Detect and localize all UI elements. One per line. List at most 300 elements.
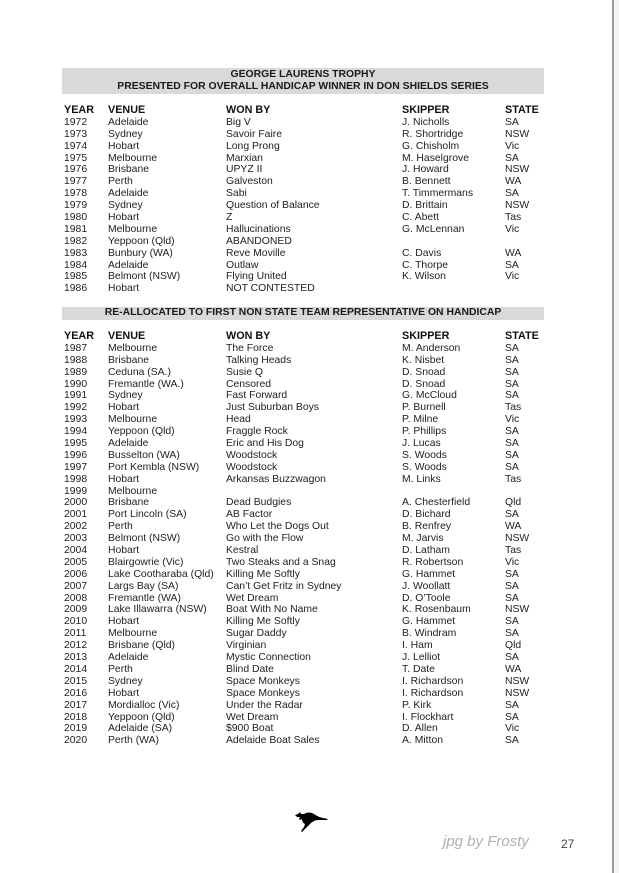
header-state: STATE xyxy=(505,330,539,342)
table-row xyxy=(0,212,619,224)
cell-year: 1995 xyxy=(64,438,88,450)
cell-skipper: J. Nicholls xyxy=(402,116,450,128)
cell-state: NSW xyxy=(505,675,530,687)
cell-state: Vic xyxy=(505,271,520,283)
cell-year: 1994 xyxy=(64,426,88,438)
table-row xyxy=(0,509,619,521)
cell-won-by: Woodstock xyxy=(226,449,278,461)
table-row xyxy=(0,200,619,212)
cell-year: 1976 xyxy=(64,164,88,176)
cell-state: SA xyxy=(505,378,519,390)
cell-venue: Perth (WA) xyxy=(108,735,159,747)
table-row xyxy=(0,141,619,153)
cell-venue: Hobart xyxy=(108,687,140,699)
cell-state: NSW xyxy=(505,604,530,616)
cell-skipper: G. Hammet xyxy=(402,616,456,628)
table-row xyxy=(0,236,619,248)
header-venue: VENUE xyxy=(108,330,146,342)
cell-skipper: K. Wilson xyxy=(402,271,446,283)
cell-state: SA xyxy=(505,438,519,450)
cell-skipper: D. Latham xyxy=(402,545,450,557)
cell-year: 2014 xyxy=(64,663,88,675)
cell-won-by: Two Steaks and a Snag xyxy=(226,556,336,568)
cell-skipper: S. Woods xyxy=(402,461,447,473)
cell-state: Qld xyxy=(505,640,522,652)
cell-venue: Largs Bay (SA) xyxy=(108,580,179,592)
table-row xyxy=(0,224,619,236)
cell-state: SA xyxy=(505,735,519,747)
table-row xyxy=(0,390,619,402)
cell-skipper: G. McLennan xyxy=(402,223,465,235)
cell-state: SA xyxy=(505,699,519,711)
cell-won-by: Virginian xyxy=(226,640,267,652)
cell-state: SA xyxy=(505,616,519,628)
cell-venue: Hobart xyxy=(108,212,140,224)
cell-skipper: M. Anderson xyxy=(402,342,461,354)
cell-skipper: I. Richardson xyxy=(402,675,464,687)
cell-skipper: K. Nisbet xyxy=(402,354,445,366)
table-row xyxy=(0,545,619,557)
cell-skipper: A. Mitton xyxy=(402,735,443,747)
cell-won-by: $900 Boat xyxy=(226,723,274,735)
table-row xyxy=(0,283,619,295)
cell-venue: Yeppoon (Qld) xyxy=(108,426,175,438)
table-row xyxy=(0,569,619,581)
table-row xyxy=(0,176,619,188)
cell-won-by: ABANDONED xyxy=(226,235,292,247)
cell-year: 2012 xyxy=(64,640,88,652)
table-row xyxy=(0,486,619,498)
cell-skipper: S. Woods xyxy=(402,449,447,461)
cell-state: Vic xyxy=(505,414,520,426)
cell-won-by: Long Prong xyxy=(226,140,280,152)
cell-year: 2005 xyxy=(64,556,88,568)
cell-won-by: Susie Q xyxy=(226,366,263,378)
cell-venue: Hobart xyxy=(108,402,140,414)
cell-venue: Sydney xyxy=(108,390,143,402)
cell-won-by: Flying United xyxy=(226,271,287,283)
table-row xyxy=(0,676,619,688)
cell-won-by: Just Suburban Boys xyxy=(226,402,319,414)
table-row xyxy=(0,735,619,747)
cell-year: 2016 xyxy=(64,687,88,699)
table-row xyxy=(0,723,619,735)
cell-venue: Hobart xyxy=(108,140,140,152)
header-won-by: WON BY xyxy=(226,104,271,116)
cell-skipper: T. Date xyxy=(402,663,435,675)
cell-year: 2000 xyxy=(64,497,88,509)
table-row xyxy=(0,164,619,176)
cell-won-by: Fraggle Rock xyxy=(226,426,288,438)
cell-state: SA xyxy=(505,580,519,592)
cell-venue: Hobart xyxy=(108,283,140,295)
cell-won-by: Mystic Connection xyxy=(226,652,311,664)
cell-venue: Hobart xyxy=(108,473,140,485)
cell-venue: Port Lincoln (SA) xyxy=(108,509,187,521)
cell-year: 2015 xyxy=(64,675,88,687)
cell-skipper: I. Richardson xyxy=(402,687,464,699)
cell-skipper: P. Burnell xyxy=(402,402,446,414)
cell-venue: Sydney xyxy=(108,675,143,687)
table-row xyxy=(0,640,619,652)
cell-skipper: P. Phillips xyxy=(402,426,447,438)
cell-won-by: Under the Radar xyxy=(226,699,303,711)
header-skipper: SKIPPER xyxy=(402,330,450,342)
table-row xyxy=(0,414,619,426)
cell-won-by: Big V xyxy=(226,116,251,128)
header-year: YEAR xyxy=(64,330,94,342)
cell-state: Vic xyxy=(505,723,520,735)
cell-won-by: Go with the Flow xyxy=(226,533,304,545)
cell-won-by: Reve Moville xyxy=(226,247,286,259)
cell-venue: Hobart xyxy=(108,616,140,628)
cell-won-by: Wet Dream xyxy=(226,711,279,723)
cell-venue: Adelaide xyxy=(108,438,149,450)
cell-venue: Sydney xyxy=(108,200,143,212)
cell-state: NSW xyxy=(505,533,530,545)
cell-state: SA xyxy=(505,366,519,378)
cell-won-by: Blind Date xyxy=(226,663,274,675)
cell-venue: Melbourne xyxy=(108,152,158,164)
cell-year: 2017 xyxy=(64,699,88,711)
cell-won-by: Dead Budgies xyxy=(226,497,292,509)
section1-title-band xyxy=(62,68,544,94)
table-row xyxy=(0,355,619,367)
cell-state: WA xyxy=(505,247,522,259)
cell-venue: Brisbane xyxy=(108,164,150,176)
cell-skipper: J. Woollatt xyxy=(402,580,451,592)
page-number: 27 xyxy=(561,837,575,851)
table-row xyxy=(0,604,619,616)
credit-text: jpg by Frosty xyxy=(443,833,529,850)
cell-skipper: C. Abett xyxy=(402,212,439,224)
table-row xyxy=(0,248,619,260)
cell-venue: Mordialloc (Vic) xyxy=(108,699,180,711)
cell-year: 1975 xyxy=(64,152,88,164)
table-row xyxy=(0,712,619,724)
cell-venue: Brisbane xyxy=(108,354,150,366)
cell-venue: Adelaide xyxy=(108,259,149,271)
cell-won-by: Space Monkeys xyxy=(226,687,300,699)
cell-venue: Sydney xyxy=(108,128,143,140)
cell-won-by: Head xyxy=(226,414,251,426)
cell-year: 1997 xyxy=(64,461,88,473)
kangaroo-icon xyxy=(293,808,329,834)
cell-year: 2019 xyxy=(64,723,88,735)
cell-state: SA xyxy=(505,259,519,271)
table-row xyxy=(0,557,619,569)
cell-skipper: C. Thorpe xyxy=(402,259,449,271)
table-row xyxy=(0,426,619,438)
table-row xyxy=(0,367,619,379)
cell-skipper: P. Kirk xyxy=(402,699,432,711)
cell-won-by: Space Monkeys xyxy=(226,675,300,687)
cell-year: 1983 xyxy=(64,247,88,259)
cell-won-by: Arkansas Buzzwagon xyxy=(226,473,326,485)
table-row xyxy=(0,402,619,414)
table-row xyxy=(0,438,619,450)
table-row xyxy=(0,260,619,272)
cell-year: 1985 xyxy=(64,271,88,283)
cell-year: 1984 xyxy=(64,259,88,271)
cell-venue: Port Kembla (NSW) xyxy=(108,461,200,473)
cell-venue: Brisbane xyxy=(108,497,150,509)
cell-state: SA xyxy=(505,188,519,200)
section1-title-line2: PRESENTED FOR OVERALL HANDICAP WINNER IN DON SHIELDS SERIES xyxy=(117,81,489,92)
cell-year: 2010 xyxy=(64,616,88,628)
cell-state: Vic xyxy=(505,556,520,568)
cell-venue: Bunbury (WA) xyxy=(108,247,173,259)
cell-skipper: G. Chisholm xyxy=(402,140,460,152)
cell-year: 1986 xyxy=(64,283,88,295)
cell-won-by: Woodstock xyxy=(226,461,278,473)
cell-year: 1981 xyxy=(64,223,88,235)
cell-state: SA xyxy=(505,568,519,580)
cell-skipper: J. Howard xyxy=(402,164,449,176)
section1-table xyxy=(0,105,619,295)
cell-venue: Melbourne xyxy=(108,485,158,497)
cell-year: 2003 xyxy=(64,533,88,545)
cell-venue: Brisbane (Qld) xyxy=(108,640,175,652)
cell-skipper: R. Shortridge xyxy=(402,128,464,140)
table-header xyxy=(0,331,619,343)
cell-venue: Busselton (WA) xyxy=(108,449,180,461)
cell-year: 1974 xyxy=(64,140,88,152)
cell-won-by: Question of Balance xyxy=(226,200,320,212)
cell-skipper: R. Robertson xyxy=(402,556,464,568)
cell-venue: Perth xyxy=(108,521,133,533)
cell-year: 1990 xyxy=(64,378,88,390)
cell-state: SA xyxy=(505,390,519,402)
cell-state: NSW xyxy=(505,200,530,212)
cell-state: Vic xyxy=(505,140,520,152)
table-row xyxy=(0,664,619,676)
cell-skipper: B. Windram xyxy=(402,628,457,640)
cell-year: 1991 xyxy=(64,390,88,402)
cell-skipper: M. Haselgrove xyxy=(402,152,469,164)
cell-state: Qld xyxy=(505,497,522,509)
cell-venue: Melbourne xyxy=(108,223,158,235)
table-row xyxy=(0,129,619,141)
cell-skipper: D. O’Toole xyxy=(402,592,451,604)
cell-skipper: I. Ham xyxy=(402,640,433,652)
cell-year: 2013 xyxy=(64,652,88,664)
table-row xyxy=(0,379,619,391)
table-row xyxy=(0,688,619,700)
cell-skipper: M. Links xyxy=(402,473,441,485)
table-row xyxy=(0,343,619,355)
cell-skipper: I. Flockhart xyxy=(402,711,454,723)
cell-venue: Adelaide (SA) xyxy=(108,723,173,735)
cell-venue: Lake Cootharaba (Qld) xyxy=(108,568,214,580)
cell-year: 1977 xyxy=(64,176,88,188)
header-won-by: WON BY xyxy=(226,330,271,342)
cell-venue: Belmont (NSW) xyxy=(108,533,181,545)
cell-venue: Melbourne xyxy=(108,628,158,640)
cell-year: 1972 xyxy=(64,116,88,128)
cell-won-by: Boat With No Name xyxy=(226,604,318,616)
cell-skipper: A. Chesterfield xyxy=(402,497,471,509)
cell-year: 2009 xyxy=(64,604,88,616)
cell-skipper: K. Rosenbaum xyxy=(402,604,471,616)
cell-won-by: Killing Me Softly xyxy=(226,616,300,628)
cell-year: 1993 xyxy=(64,414,88,426)
cell-year: 1992 xyxy=(64,402,88,414)
cell-won-by: Hallucinations xyxy=(226,223,291,235)
cell-year: 1979 xyxy=(64,200,88,212)
cell-year: 2018 xyxy=(64,711,88,723)
cell-won-by: Fast Forward xyxy=(226,390,288,402)
cell-year: 2007 xyxy=(64,580,88,592)
cell-year: 1978 xyxy=(64,188,88,200)
cell-won-by: Who Let the Dogs Out xyxy=(226,521,329,533)
cell-skipper: D. Snoad xyxy=(402,366,446,378)
cell-venue: Adelaide xyxy=(108,652,149,664)
cell-won-by: Talking Heads xyxy=(226,354,292,366)
cell-year: 1980 xyxy=(64,212,88,224)
header-venue: VENUE xyxy=(108,104,146,116)
cell-skipper: D. Allen xyxy=(402,723,438,735)
cell-skipper: M. Jarvis xyxy=(402,533,444,545)
table-row xyxy=(0,462,619,474)
cell-venue: Perth xyxy=(108,176,133,188)
cell-won-by: Eric and His Dog xyxy=(226,438,304,450)
cell-won-by: UPYZ II xyxy=(226,164,263,176)
cell-state: NSW xyxy=(505,128,530,140)
table-row xyxy=(0,581,619,593)
cell-venue: Yeppoon (Qld) xyxy=(108,235,175,247)
cell-venue: Hobart xyxy=(108,545,140,557)
cell-won-by: Galveston xyxy=(226,176,273,188)
cell-state: Tas xyxy=(505,212,522,224)
section2-title: RE-ALLOCATED TO FIRST NON STATE TEAM REPRESENTATIVE ON HANDICAP xyxy=(104,307,502,318)
cell-year: 1982 xyxy=(64,235,88,247)
cell-state: SA xyxy=(505,711,519,723)
table-row xyxy=(0,117,619,129)
table-header xyxy=(0,105,619,117)
cell-state: Tas xyxy=(505,545,522,557)
cell-state: SA xyxy=(505,449,519,461)
table-row xyxy=(0,593,619,605)
cell-won-by: The Force xyxy=(226,342,274,354)
cell-year: 2001 xyxy=(64,509,88,521)
table-row xyxy=(0,616,619,628)
cell-venue: Melbourne xyxy=(108,414,158,426)
cell-won-by: Marxian xyxy=(226,152,263,164)
cell-state: WA xyxy=(505,521,522,533)
cell-won-by: Sabi xyxy=(226,188,247,200)
cell-won-by: Outlaw xyxy=(226,259,259,271)
table-row xyxy=(0,700,619,712)
cell-skipper: B. Renfrey xyxy=(402,521,452,533)
cell-skipper: J. Lucas xyxy=(402,438,441,450)
cell-venue: Belmont (NSW) xyxy=(108,271,181,283)
table-row xyxy=(0,188,619,200)
cell-state: SA xyxy=(505,592,519,604)
cell-year: 2004 xyxy=(64,545,88,557)
cell-won-by: AB Factor xyxy=(226,509,273,521)
cell-state: SA xyxy=(505,652,519,664)
cell-year: 2006 xyxy=(64,568,88,580)
cell-state: SA xyxy=(505,342,519,354)
cell-won-by: Can’t Get Fritz in Sydney xyxy=(226,580,342,592)
table-row xyxy=(0,271,619,283)
cell-state: SA xyxy=(505,354,519,366)
cell-state: WA xyxy=(505,663,522,675)
cell-year: 1998 xyxy=(64,473,88,485)
cell-state: SA xyxy=(505,152,519,164)
cell-skipper: D. Bichard xyxy=(402,509,451,521)
cell-venue: Blairgowrie (Vic) xyxy=(108,556,184,568)
table-row xyxy=(0,450,619,462)
cell-venue: Fremantle (WA.) xyxy=(108,378,184,390)
cell-venue: Adelaide xyxy=(108,188,149,200)
cell-state: SA xyxy=(505,509,519,521)
cell-skipper: T. Timmermans xyxy=(402,188,474,200)
cell-state: SA xyxy=(505,116,519,128)
cell-year: 1989 xyxy=(64,366,88,378)
table-row xyxy=(0,521,619,533)
cell-year: 1987 xyxy=(64,342,88,354)
table-row xyxy=(0,628,619,640)
cell-venue: Lake Illawarra (NSW) xyxy=(108,604,207,616)
cell-won-by: Sugar Daddy xyxy=(226,628,287,640)
header-year: YEAR xyxy=(64,104,94,116)
cell-skipper: D. Brittain xyxy=(402,200,448,212)
cell-skipper: G. Hammet xyxy=(402,568,456,580)
cell-state: Tas xyxy=(505,402,522,414)
cell-won-by: Z xyxy=(226,212,233,224)
cell-year: 1988 xyxy=(64,354,88,366)
cell-year: 1996 xyxy=(64,449,88,461)
cell-venue: Perth xyxy=(108,663,133,675)
cell-state: Tas xyxy=(505,473,522,485)
cell-year: 1973 xyxy=(64,128,88,140)
cell-skipper: D. Snoad xyxy=(402,378,446,390)
cell-state: SA xyxy=(505,628,519,640)
cell-won-by: Wet Dream xyxy=(226,592,279,604)
header-state: STATE xyxy=(505,104,539,116)
table-row xyxy=(0,497,619,509)
cell-year: 2020 xyxy=(64,735,88,747)
cell-year: 2011 xyxy=(64,628,87,640)
table-row xyxy=(0,652,619,664)
cell-venue: Adelaide xyxy=(108,116,149,128)
cell-venue: Fremantle (WA) xyxy=(108,592,181,604)
table-row xyxy=(0,474,619,486)
cell-won-by: Censored xyxy=(226,378,272,390)
section2-table xyxy=(0,331,619,747)
table-row xyxy=(0,153,619,165)
cell-won-by: Killing Me Softly xyxy=(226,568,300,580)
cell-state: NSW xyxy=(505,164,530,176)
cell-state: SA xyxy=(505,426,519,438)
cell-state: Vic xyxy=(505,223,520,235)
cell-skipper: G. McCloud xyxy=(402,390,457,402)
cell-won-by: Adelaide Boat Sales xyxy=(226,735,320,747)
cell-venue: Yeppoon (Qld) xyxy=(108,711,175,723)
cell-skipper: P. Milne xyxy=(402,414,439,426)
cell-won-by: Savoir Faire xyxy=(226,128,283,140)
cell-skipper: J. Lelliot xyxy=(402,652,441,664)
cell-year: 1999 xyxy=(64,485,88,497)
table-row xyxy=(0,533,619,545)
cell-state: NSW xyxy=(505,687,530,699)
cell-year: 2008 xyxy=(64,592,88,604)
cell-state: WA xyxy=(505,176,522,188)
cell-skipper: B. Bennett xyxy=(402,176,451,188)
cell-venue: Ceduna (SA.) xyxy=(108,366,171,378)
